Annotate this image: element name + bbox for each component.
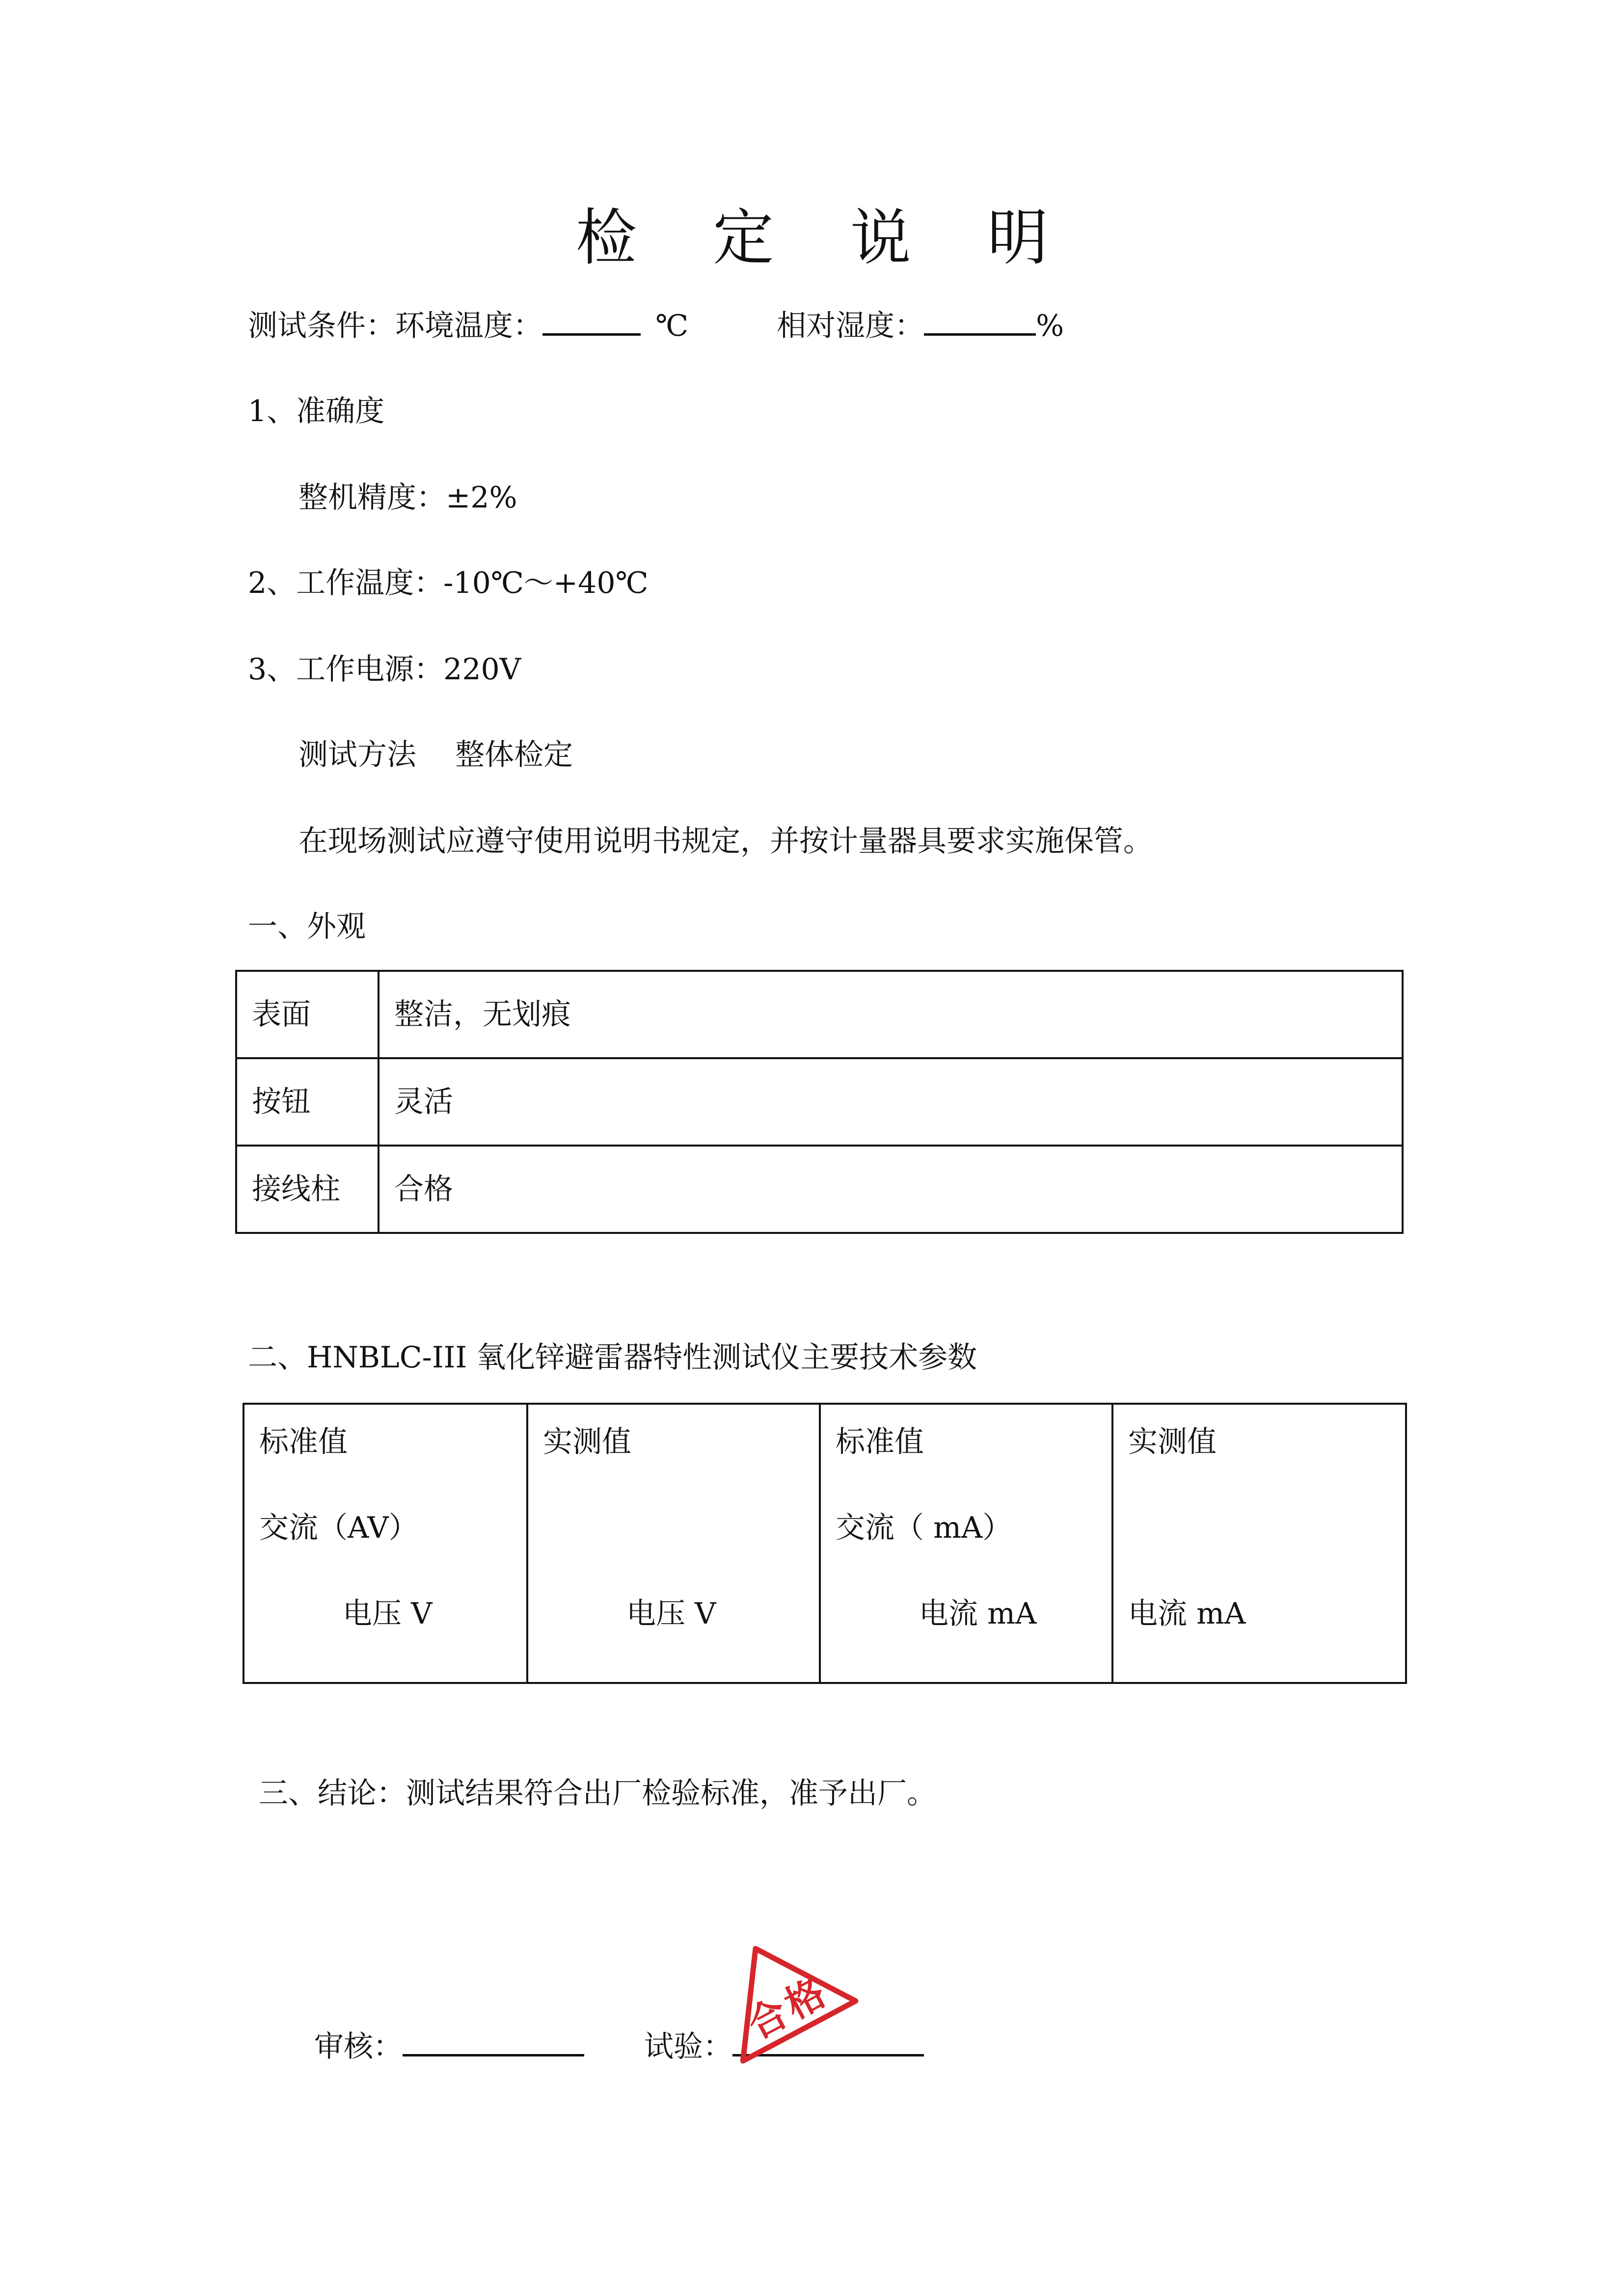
- params-table: [243, 1403, 1407, 1684]
- params-cell: [527, 1404, 820, 1683]
- signature-review: [314, 2029, 584, 2064]
- params-cell-line: [543, 1510, 819, 1596]
- table-row: [236, 1058, 1403, 1146]
- params-cell-line: [1128, 1510, 1405, 1596]
- test-label: 试验：: [644, 2029, 732, 2064]
- appearance-item-name: 按钮: [236, 1058, 379, 1146]
- appearance-item-name: 表面: [236, 971, 379, 1058]
- params-cell-line: 电流 mA: [919, 1597, 1037, 1631]
- appearance-item-value: 灵活: [379, 1058, 1403, 1146]
- appearance-heading: 一、外观: [248, 909, 366, 944]
- params-cell: [1112, 1404, 1406, 1683]
- params-cell-line: 实测值: [543, 1425, 631, 1459]
- accuracy-heading: 1、准确度: [248, 394, 385, 428]
- params-cell: [244, 1404, 527, 1683]
- humidity-label: 相对湿度：: [777, 309, 924, 343]
- test-conditions: [248, 308, 1064, 344]
- params-cell: [820, 1404, 1112, 1683]
- stamp-text: 合格: [740, 1969, 837, 2048]
- page-title: 检 定 说 明: [575, 203, 1077, 273]
- usage-notice: 在现场测试应遵守使用说明书规定，并按计量器具要求实施保管。: [298, 824, 1153, 858]
- appearance-item-value: 整洁，无划痕: [379, 971, 1403, 1058]
- review-signature-line[interactable]: [403, 2029, 584, 2056]
- params-cell-line: 实测值: [1128, 1425, 1217, 1459]
- params-cell-line: 电压 V: [626, 1597, 716, 1631]
- review-label: 审核：: [314, 2029, 403, 2064]
- temperature-label: 环境温度：: [395, 309, 542, 343]
- power-supply: 3、工作电源：220V: [248, 652, 521, 687]
- appearance-item-name: 接线柱: [236, 1146, 379, 1233]
- temperature-unit: ℃: [655, 309, 689, 343]
- params-cell-line: 电流 mA: [1128, 1597, 1246, 1631]
- params-cell-line: 交流（ mA）: [836, 1511, 1012, 1545]
- params-cell-line: 电压 V: [343, 1597, 433, 1631]
- params-cell-line: 标准值: [836, 1425, 924, 1459]
- qualified-stamp: [673, 1924, 898, 2086]
- table-row: [236, 971, 1403, 1058]
- accuracy-detail: 整机精度：±2%: [298, 481, 517, 515]
- params-cell-line: 标准值: [259, 1425, 348, 1459]
- table-row: [236, 1146, 1403, 1233]
- appearance-table: [235, 970, 1404, 1234]
- params-heading: 二、HNBLC-III 氧化锌避雷器特性测试仪主要技术参数: [248, 1340, 977, 1375]
- table-row: [244, 1404, 1406, 1683]
- conditions-label: 测试条件：: [248, 309, 395, 343]
- humidity-unit: %: [1036, 309, 1064, 343]
- humidity-field[interactable]: [924, 309, 1036, 336]
- work-temperature: 2、工作温度：-10℃～+40℃: [248, 566, 649, 600]
- params-cell-line: 交流（AV）: [259, 1511, 418, 1545]
- appearance-item-value: 合格: [379, 1146, 1403, 1233]
- test-method: 测试方法 整体检定: [298, 738, 573, 772]
- temperature-field[interactable]: [542, 309, 641, 336]
- conclusion: 三、结论：测试结果符合出厂检验标准，准予出厂。: [259, 1776, 936, 1811]
